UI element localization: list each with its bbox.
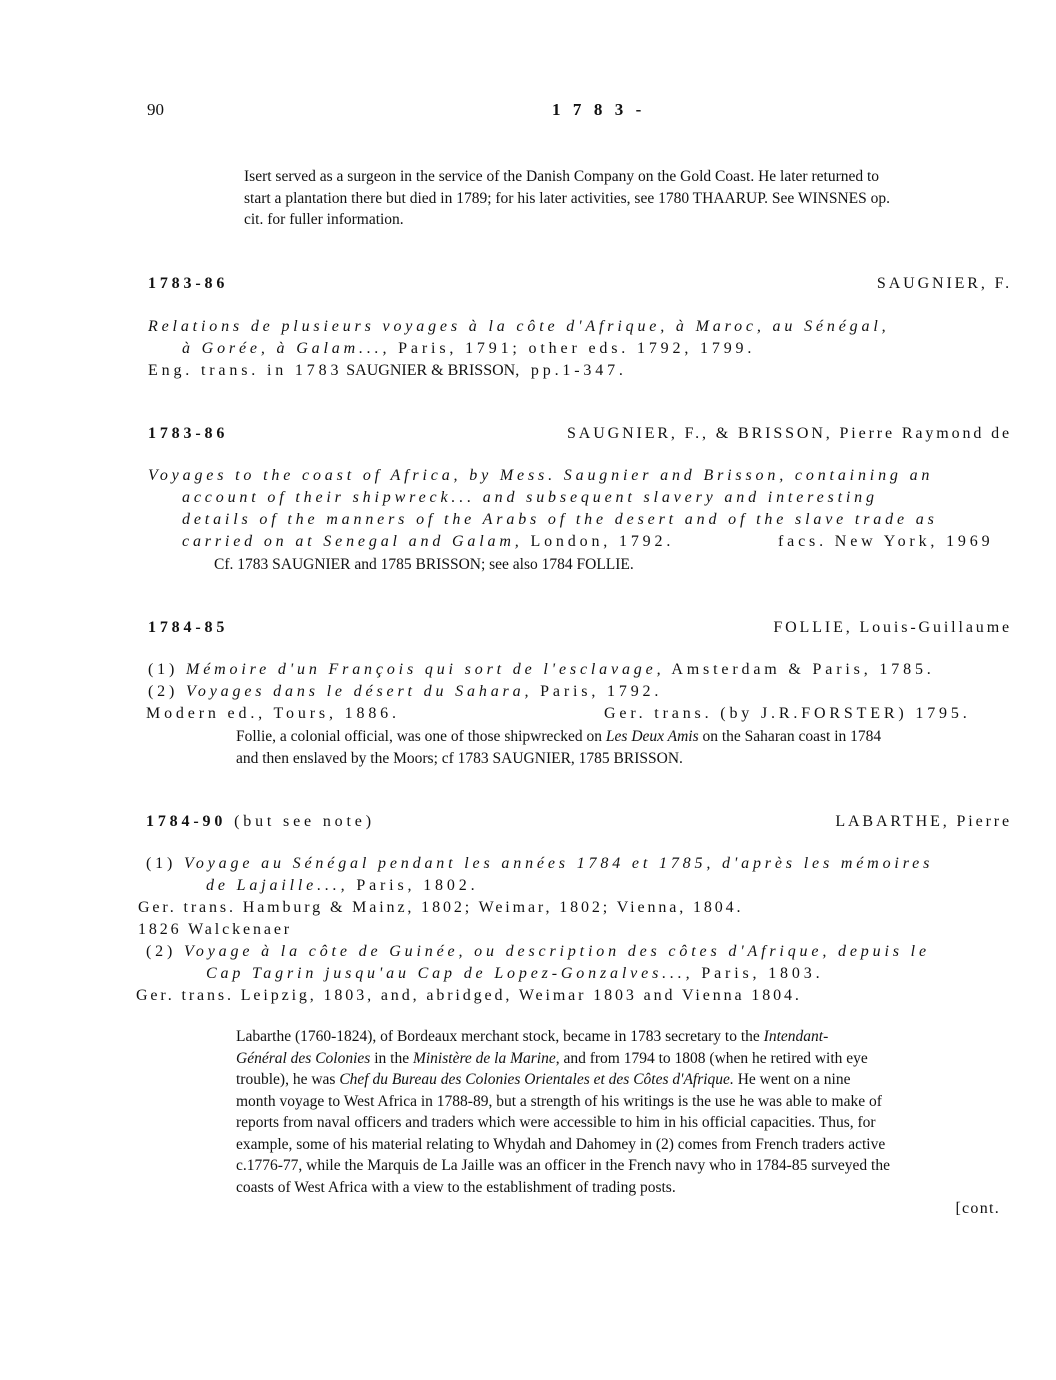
- note-line: example, some of his material relating to Whydah and Dahomey in (2) comes from French traders active: [236, 1135, 886, 1153]
- entry-author: LABARTHE, Pierre: [835, 813, 1012, 830]
- bibliographic-line: Relations de plusieurs voyages à la côte d'Afrique, à Maroc, au Sénégal,: [148, 318, 890, 335]
- entry-author: SAUGNIER, F.: [876, 275, 1012, 292]
- page-number: 90: [147, 100, 164, 119]
- bibliographic-line: (2) Voyage à la côte de Guinée, ou description des côtes d'Afrique, depuis le: [146, 943, 930, 960]
- note-line: Isert served as a surgeon in the service of the Danish Company on the Gold Coast. He later returned to: [244, 168, 880, 185]
- bibliographic-line: facs. New York, 1969: [778, 533, 994, 550]
- note-line: coasts of West Africa with a view to the establishment of trading posts.: [236, 1178, 676, 1196]
- note-line: month voyage to West Africa in 1788-89, but a strength of his writings is the use he was able to make of: [236, 1092, 882, 1110]
- entry-note: [236, 726, 1010, 769]
- bibliographic-line: Modern ed., Tours, 1886.: [146, 705, 400, 722]
- bibliographic-line: Ger. trans. (by J.R.FORSTER) 1795.: [604, 705, 971, 722]
- continuation-mark: [cont.: [955, 1200, 1000, 1217]
- note-line: and then enslaved by the Moors; cf 1783 SAUGNIER, 1785 BRISSON.: [236, 749, 683, 767]
- entry-note: Cf. 1783 SAUGNIER and 1785 BRISSON; see also 1784 FOLLIE.: [214, 556, 634, 573]
- note-line: trouble), he was Chef du Bureau des Colonies Orientales et des Côtes d'Afrique. He went on a nine: [236, 1071, 851, 1088]
- intro-note: [244, 166, 1014, 231]
- bibliographic-line: carried on at Senegal and Galam, London, 1792.: [182, 533, 675, 550]
- entry-note: [236, 1026, 1006, 1198]
- bibliographic-line: de Lajaille..., Paris, 1802.: [206, 877, 479, 894]
- entry-author: SAUGNIER, F., & BRISSON, Pierre Raymond de: [566, 425, 1012, 442]
- entry-author: FOLLIE, Louis-Guillaume: [773, 619, 1012, 636]
- running-title: 1 7 8 3 -: [552, 100, 646, 119]
- entry-date: 1783-86: [148, 425, 229, 442]
- bibliographic-line: details of the manners of the Arabs of the desert and of the slave trade as: [182, 511, 938, 528]
- bibliographic-line: account of their shipwreck... and subsequent slavery and interesting: [182, 489, 878, 506]
- note-line: Follie, a colonial official, was one of those shipwrecked on Les Deux Amis on the Saharan coast in 1784: [236, 728, 882, 745]
- note-line: Labarthe (1760-1824), of Bordeaux merchant stock, became in 1783 secretary to the Intendant-: [236, 1028, 829, 1045]
- note-line: Général des Colonies in the Ministère de la Marine, and from 1794 to 1808 (when he retired with eye: [236, 1049, 868, 1067]
- note-line: cit. for fuller information.: [244, 211, 404, 228]
- bibliographic-line: Voyages to the coast of Africa, by Mess. Saugnier and Brisson, containing an: [148, 467, 934, 484]
- entry-date: 1784-90 (but see note): [146, 813, 375, 830]
- bibliographic-line: (2) Voyages dans le désert du Sahara, Paris, 1792.: [148, 683, 663, 700]
- note-line: reports from naval officers and traders which were accessible to him in his official capacities. Thus, for: [236, 1114, 876, 1131]
- bibliographic-line: (1) Voyage au Sénégal pendant les années 1784 et 1785, d'après les mémoires: [146, 855, 934, 872]
- bibliographic-line: Ger. trans. Leipzig, 1803, and, abridged, Weimar 1803 and Vienna 1804.: [136, 987, 802, 1004]
- bibliographic-line: Cap Tagrin jusqu'au Cap de Lopez-Gonzalves..., Paris, 1803.: [206, 965, 824, 982]
- date-qualifier: (but see note): [234, 813, 375, 830]
- entry-date: 1784-85: [148, 619, 229, 636]
- bibliographic-line: à Gorée, à Galam..., Paris, 1791; other eds. 1792, 1799.: [182, 340, 756, 357]
- entry-date: 1783-86: [148, 275, 229, 292]
- note-line: c.1776-77, while the Marquis de La Jaille was an officer in the French navy who in 1784-85 surveyed the: [236, 1157, 890, 1174]
- bibliographic-line: (1) Mémoire d'un François qui sort de l'esclavage, Amsterdam & Paris, 1785.: [148, 661, 935, 678]
- note-line: start a plantation there but died in 1789; for his later activities, see 1780 THAARUP. See WINSNES op.: [244, 189, 891, 207]
- bibliographic-line: Ger. trans. Hamburg & Mainz, 1802; Weimar, 1802; Vienna, 1804.: [138, 899, 744, 916]
- bibliographic-line: 1826 Walckenaer: [138, 921, 293, 938]
- bibliographic-line: Eng. trans. in 1783 SAUGNIER & BRISSON, pp.1-347.: [148, 362, 627, 379]
